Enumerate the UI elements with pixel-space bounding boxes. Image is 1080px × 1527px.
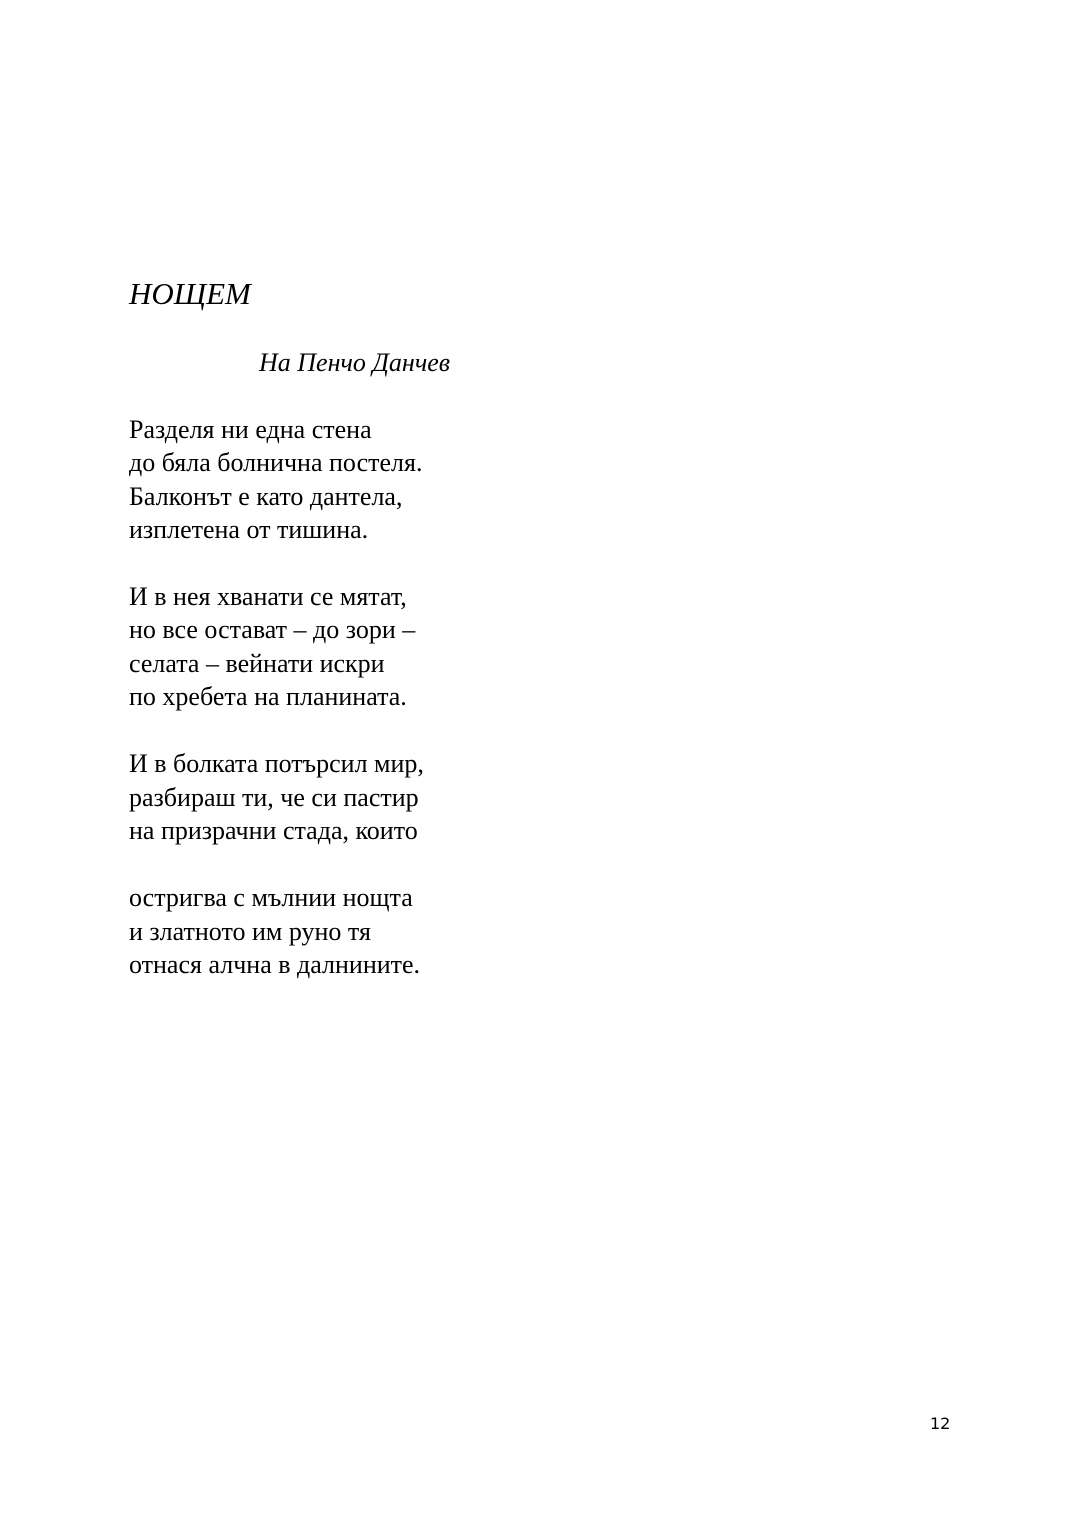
poem-line: по хребета на планината.	[129, 682, 407, 712]
poem-title: НОЩЕМ	[129, 276, 251, 311]
stanza-1	[129, 413, 829, 546]
poem-line: на призрачни стада, които	[129, 815, 418, 845]
poem-line: и златното им руно тя	[129, 916, 371, 946]
poem-body	[129, 413, 829, 1015]
poem-line: до бяла болнична постеля.	[129, 448, 423, 478]
poem-line: Разделя ни една стена	[129, 415, 372, 444]
poem-dedication: На Пенчо Данчев	[259, 348, 451, 377]
poem-line: И в болката потърсил мир,	[129, 749, 424, 779]
stanza-2	[129, 580, 829, 713]
poem-line: изплетена от тишина.	[129, 514, 369, 544]
poem-line: селата – вейнати искри	[129, 648, 385, 678]
poem-line: остригва с мълнии нощта	[129, 883, 413, 913]
poem-line: И в нея хванати се мятат,	[129, 582, 407, 612]
stanza-3	[129, 747, 829, 847]
poem-line: отнася алчна в далнините.	[129, 949, 421, 979]
stanza-4	[129, 881, 829, 981]
page-number: 12	[930, 1414, 951, 1433]
poem-line: разбираш ти, че си пастир	[129, 782, 419, 812]
poem-line: но все остават – до зори –	[129, 615, 416, 645]
poem-line: Балконът е като дантела,	[129, 481, 403, 511]
